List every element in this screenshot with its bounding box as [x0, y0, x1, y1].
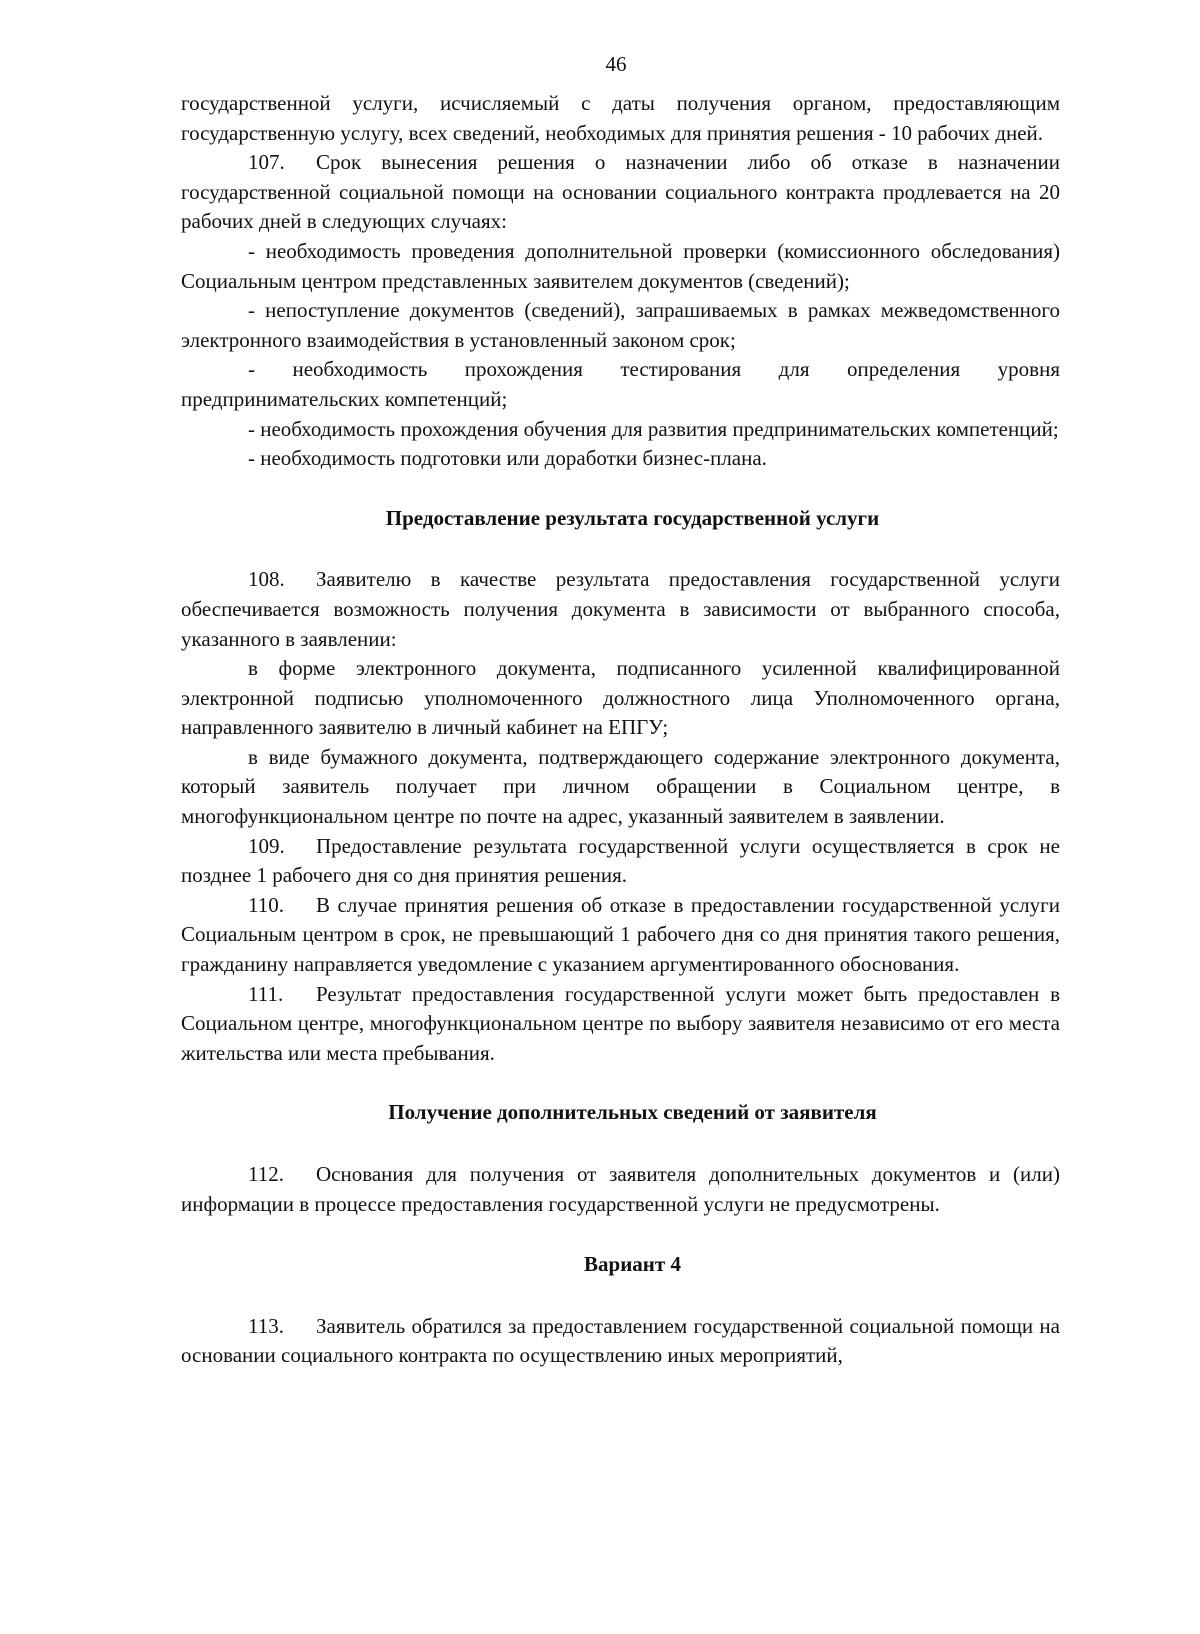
list-item: в виде бумажного документа, подтверждающего содержание электронного документа, который заявитель получает при личном обращении в Социальном центре, в многофункциональном центре по почте на адрес, указанный заявителем в заявлении. [181, 744, 1060, 829]
paragraph-number: 113. [248, 1313, 284, 1338]
paragraph-number: 112. [248, 1162, 284, 1186]
paragraph-continuation: государственной услуги, исчисляемый с даты получения органом, предоставляющим государственную услугу, всех сведений, необходимых для принятия решения - 10 рабочих дней. [181, 91, 1060, 145]
paragraph-number: 107. [248, 150, 285, 175]
page-body [181, 89, 1060, 1371]
paragraph-111: 111. Результат предоставления государственной услуги может быть предоставлен в Социальном центре, многофункциональном центре по выбору заявителя независимо от его места жительства или места пребывания. [181, 981, 1060, 1065]
list-item: - необходимость проведения дополнительной проверки (комиссионного обследования) Социальным центром представленных заявителем документов (сведений); [181, 238, 1060, 293]
paragraph-110: 110. В случае принятия решения об отказе в предоставлении государственной услуги Социальным центром в срок, не превышающий 1 рабочего дня со дня принятия такого решения, гражданину направляется уведомление с указанием аргументированного обоснования. [181, 892, 1060, 977]
paragraph-number: 109. [248, 833, 285, 858]
paragraph-number: 108. [248, 567, 285, 592]
list-item: - необходимость прохождения тестирования для определения уровня предпринимательских компетенций; [181, 357, 1060, 411]
list-item: в форме электронного документа, подписанного усиленной квалифицированной электронной подписью уполномоченного должностного лица Уполномоченного органа, направленного заявителю в личный кабинет на ЕПГУ; [181, 656, 1060, 740]
paragraph-108: 108. Заявителю в качестве результата предоставления государственной услуги обеспечивается возможность получения документа в зависимости от выбранного способа, указанного в заявлении: [181, 567, 1060, 651]
paragraph-109: 109. Предоставление результата государственной услуги осуществляется в срок не позднее 1 рабочего дня со дня принятия решения. [181, 833, 1060, 888]
page-number: 46 [605, 52, 627, 76]
section-heading: Получение дополнительных сведений от заявителя [388, 1100, 877, 1125]
paragraph-number: 110. [248, 892, 284, 917]
paragraph-113: 113. Заявитель обратился за предоставлением государственной социальной помощи на основании социального контракта по осуществлению иных мероприятий, [181, 1313, 1060, 1368]
paragraph-112: 112. Основания для получения от заявителя дополнительных документов и (или) информации в процессе предоставления государственной услуги не предусмотрены. [181, 1162, 1060, 1216]
section-heading: Предоставление результата государственной услуги [385, 505, 880, 530]
paragraph-107: 107. Срок вынесения решения о назначении либо об отказе в назначении государственной социальной помощи на основании социального контракта продлевается на 20 рабочих дней в следующих случаях: [181, 150, 1060, 234]
section-heading: Вариант 4 [584, 1252, 681, 1277]
list-item: - непоступление документов (сведений), запрашиваемых в рамках межведомственного электронного взаимодействия в установленный законом срок; [181, 298, 1060, 352]
paragraph-number: 111. [248, 981, 284, 1006]
list-item: - необходимость прохождения обучения для развития предпринимательских компетенций; [248, 416, 1059, 441]
list-item: - необходимость подготовки или доработки бизнес-плана. [248, 446, 767, 471]
